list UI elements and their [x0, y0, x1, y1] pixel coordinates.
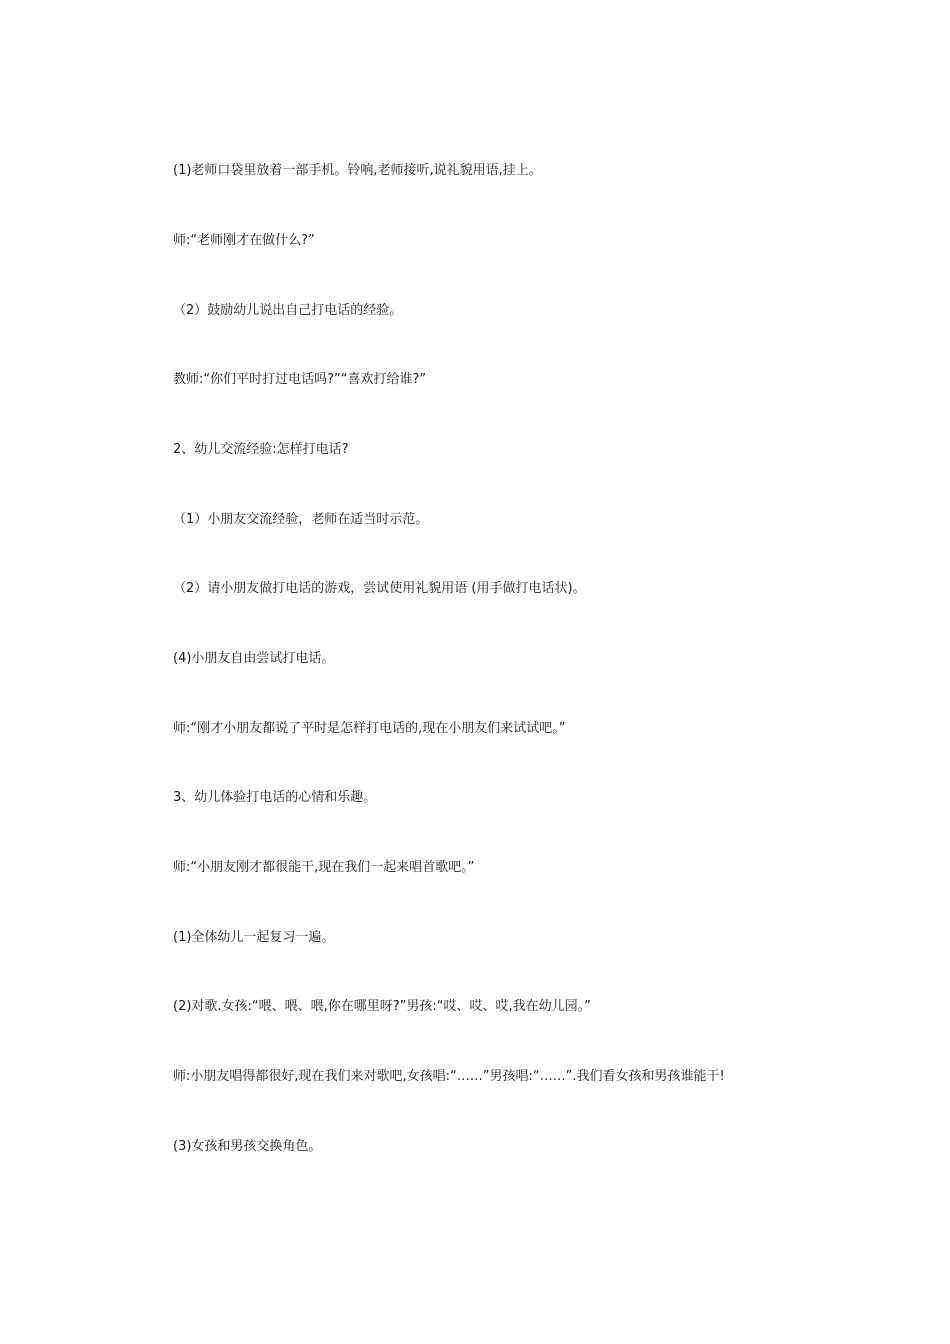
paragraph-teacher-phone-demo: (1)老师口袋里放着一部手机。铃响,老师接听,说礼貌用语,挂上。 — [173, 163, 542, 178]
paragraph-exchange-experience: （1）小朋友交流经验，老师在适当时示范。 — [173, 512, 429, 527]
paragraph-free-practice: (4)小朋友自由尝试打电话。 — [173, 651, 335, 666]
paragraph-teacher-duet: 师:小朋友唱得都很好,现在我们来对歌吧,女孩唱:“……”男孩唱:“……”.我们看女孩和男孩谁能干! — [173, 1069, 725, 1084]
paragraph-review-together: (1)全体幼儿一起复习一遍。 — [173, 930, 335, 945]
paragraph-section-2-heading: 2、幼儿交流经验:怎样打电话? — [173, 442, 349, 457]
paragraph-duet: (2)对歌.女孩:“喂、喂、喂,你在哪里呀?”男孩:“哎、哎、哎,我在幼儿园。” — [173, 999, 591, 1014]
paragraph-phone-game: （2）请小朋友做打电话的游戏，尝试使用礼貌用语 (用手做打电话状)。 — [173, 581, 586, 596]
paragraph-teacher-try-it: 师:“刚才小朋友都说了平时是怎样打电话的,现在小朋友们来试试吧。” — [173, 721, 566, 736]
paragraph-teacher-sing: 师:“小朋友刚才都很能干,现在我们一起来唱首歌吧。” — [173, 860, 475, 875]
paragraph-teacher-question: 师:“老师刚才在做什么?” — [173, 233, 315, 248]
paragraph-encourage-experience: （2）鼓励幼儿说出自己打电话的经验。 — [173, 303, 403, 318]
paragraph-teacher-ask-calls: 教师:“你们平时打过电话吗?”“喜欢打给谁?” — [173, 372, 427, 387]
paragraph-swap-roles: (3)女孩和男孩交换角色。 — [173, 1139, 322, 1154]
paragraph-section-3-heading: 3、幼儿体验打电话的心情和乐趣。 — [173, 790, 377, 805]
